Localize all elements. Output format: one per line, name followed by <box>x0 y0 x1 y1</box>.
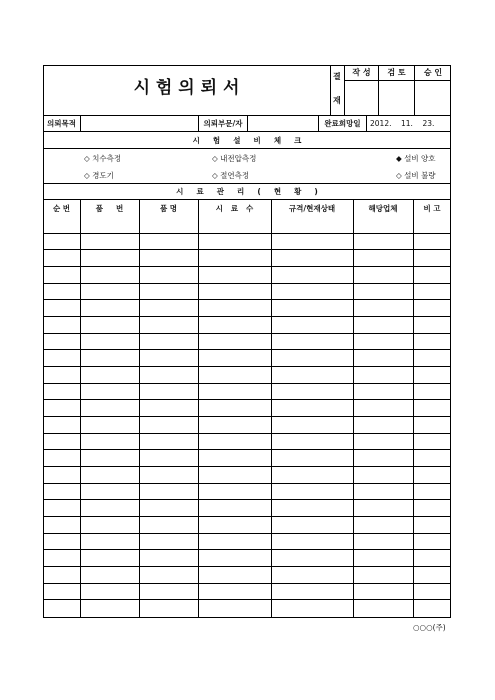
check-item-dimension[interactable]: ◇ 치수측정 <box>84 154 122 163</box>
date-field[interactable]: 2012. 11. 23. <box>370 119 435 128</box>
table-row[interactable] <box>43 284 451 301</box>
column-header-spec-status: 규격/현재상태 <box>288 204 336 213</box>
approval-col-author: 작 성 <box>352 68 371 77</box>
table-row[interactable] <box>43 300 451 317</box>
diamond-outline-icon: ◇ <box>84 154 90 163</box>
table-row[interactable] <box>43 234 451 251</box>
sample-section-header: 시 료 관 리 ( 현 황 ) <box>176 187 318 196</box>
diamond-outline-icon: ◇ <box>84 171 90 180</box>
table-row[interactable] <box>43 417 451 434</box>
approval-col-approve: 승 인 <box>423 68 443 77</box>
table-row[interactable] <box>43 567 451 584</box>
dept-field[interactable] <box>248 116 318 131</box>
check-item-equipment-bad[interactable]: ◇ 설비 불량 <box>396 171 436 180</box>
check-item-insulation[interactable]: ◇ 절연측정 <box>212 171 250 180</box>
table-row[interactable] <box>43 400 451 417</box>
column-header-part-name: 품 명 <box>159 204 178 213</box>
table-row[interactable] <box>43 434 451 451</box>
diamond-outline-icon: ◇ <box>212 171 218 180</box>
table-row[interactable] <box>43 367 451 384</box>
check-item-withstand-voltage[interactable]: ◇ 내전압측정 <box>212 154 257 163</box>
column-header-sample-qty: 시 료 수 <box>215 204 254 213</box>
company-footer: ○○○(주) <box>413 623 446 632</box>
table-row[interactable] <box>43 350 451 367</box>
check-item-equipment-good[interactable]: ◆ 설비 양호 <box>396 154 436 163</box>
diamond-filled-icon: ◆ <box>396 154 402 163</box>
approval-side-label-top: 결 <box>333 72 341 81</box>
table-row[interactable] <box>43 317 451 334</box>
check-section-header: 시 험 설 비 체 크 <box>192 136 302 145</box>
purpose-label: 의뢰목적 <box>47 119 76 128</box>
table-row[interactable] <box>43 550 451 567</box>
table-row[interactable] <box>43 384 451 401</box>
diamond-outline-icon: ◇ <box>212 154 218 163</box>
table-row[interactable] <box>43 517 451 534</box>
table-row[interactable] <box>43 584 451 601</box>
check-item-hardness[interactable]: ◇ 경도기 <box>84 171 114 180</box>
date-label: 완료희망일 <box>324 119 361 128</box>
table-row[interactable] <box>43 600 451 617</box>
column-header-vendor: 해당업체 <box>368 204 398 213</box>
column-header-part-number: 품 번 <box>95 204 124 213</box>
table-row[interactable] <box>43 484 451 501</box>
purpose-field[interactable] <box>81 116 198 131</box>
column-header-no: 순 번 <box>52 204 71 213</box>
table-row[interactable] <box>43 500 451 517</box>
dept-label: 의뢰부문/자 <box>203 119 243 128</box>
diamond-outline-icon: ◇ <box>396 171 402 180</box>
table-row[interactable] <box>43 250 451 267</box>
table-row[interactable] <box>43 467 451 484</box>
column-header-remarks: 비 고 <box>423 204 441 213</box>
table-row[interactable] <box>43 217 451 234</box>
table-row[interactable] <box>43 267 451 284</box>
table-row[interactable] <box>43 334 451 351</box>
document-title: 시 험 의 뢰 서 <box>133 78 240 98</box>
approval-col-review: 검 토 <box>387 68 406 77</box>
table-row[interactable] <box>43 450 451 467</box>
table-row[interactable] <box>43 534 451 551</box>
approval-side-label-bottom: 재 <box>333 96 341 105</box>
